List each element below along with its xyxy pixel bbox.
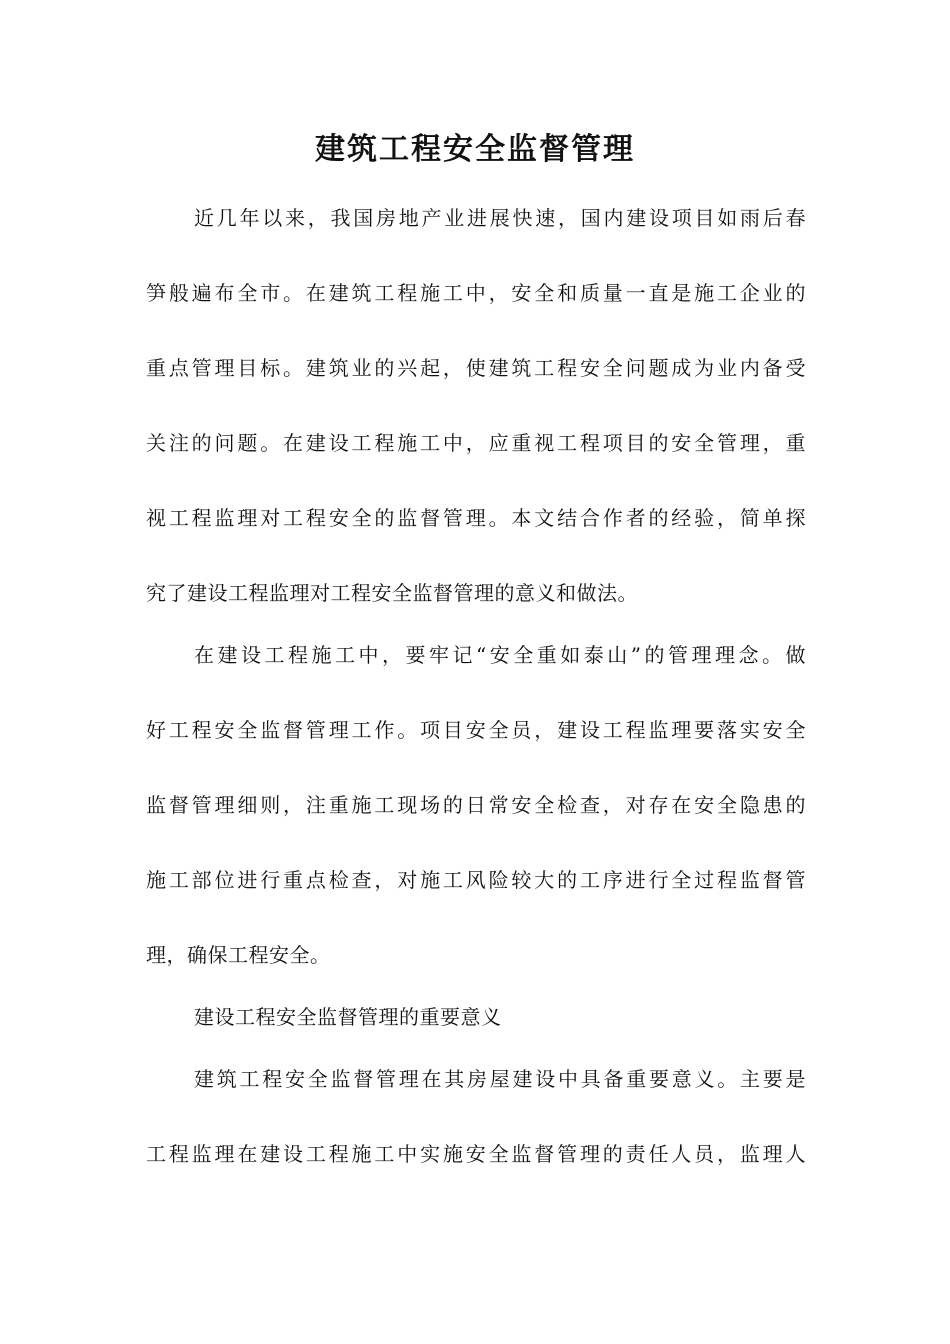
paragraph-2-line-1: 在建设工程施工中，要牢记“安全重如泰山”的管理理念。做 <box>194 643 806 667</box>
paragraph-1-line-6: 究了建设工程监理对工程安全监督管理的意义和做法。 <box>146 581 638 605</box>
paragraph-1-line-4: 关注的问题。在建设工程施工中，应重视工程项目的安全管理，重 <box>146 431 806 455</box>
paragraph-1-line-2: 笋般遍布全市。在建筑工程施工中，安全和质量一直是施工企业的 <box>146 281 806 305</box>
paragraph-1-line-1: 近几年以来，我国房地产业进展快速，国内建设项目如雨后春 <box>194 206 806 230</box>
paragraph-3-line-1: 建筑工程安全监督管理在其房屋建设中具备重要意义。主要是 <box>194 1067 806 1091</box>
paragraph-2-line-4: 施工部位进行重点检查，对施工风险较大的工序进行全过程监督管 <box>146 868 806 892</box>
paragraph-1-line-5: 视工程监理对工程安全的监督管理。本文结合作者的经验，简单探 <box>146 506 806 530</box>
paragraph-2-line-3: 监督管理细则，注重施工现场的日常安全检查，对存在安全隐患的 <box>146 793 806 817</box>
section-heading: 建设工程安全监督管理的重要意义 <box>194 1005 502 1029</box>
paragraph-3-line-2: 工程监理在建设工程施工中实施安全监督管理的责任人员，监理人 <box>146 1142 806 1166</box>
paragraph-1-line-3: 重点管理目标。建筑业的兴起，使建筑工程安全问题成为业内备受 <box>146 356 806 380</box>
paragraph-2-line-5: 理，确保工程安全。 <box>146 943 331 967</box>
document-title: 建筑工程安全监督管理 <box>315 132 635 167</box>
paragraph-2-line-2: 好工程安全监督管理工作。项目安全员，建设工程监理要落实安全 <box>146 718 806 742</box>
